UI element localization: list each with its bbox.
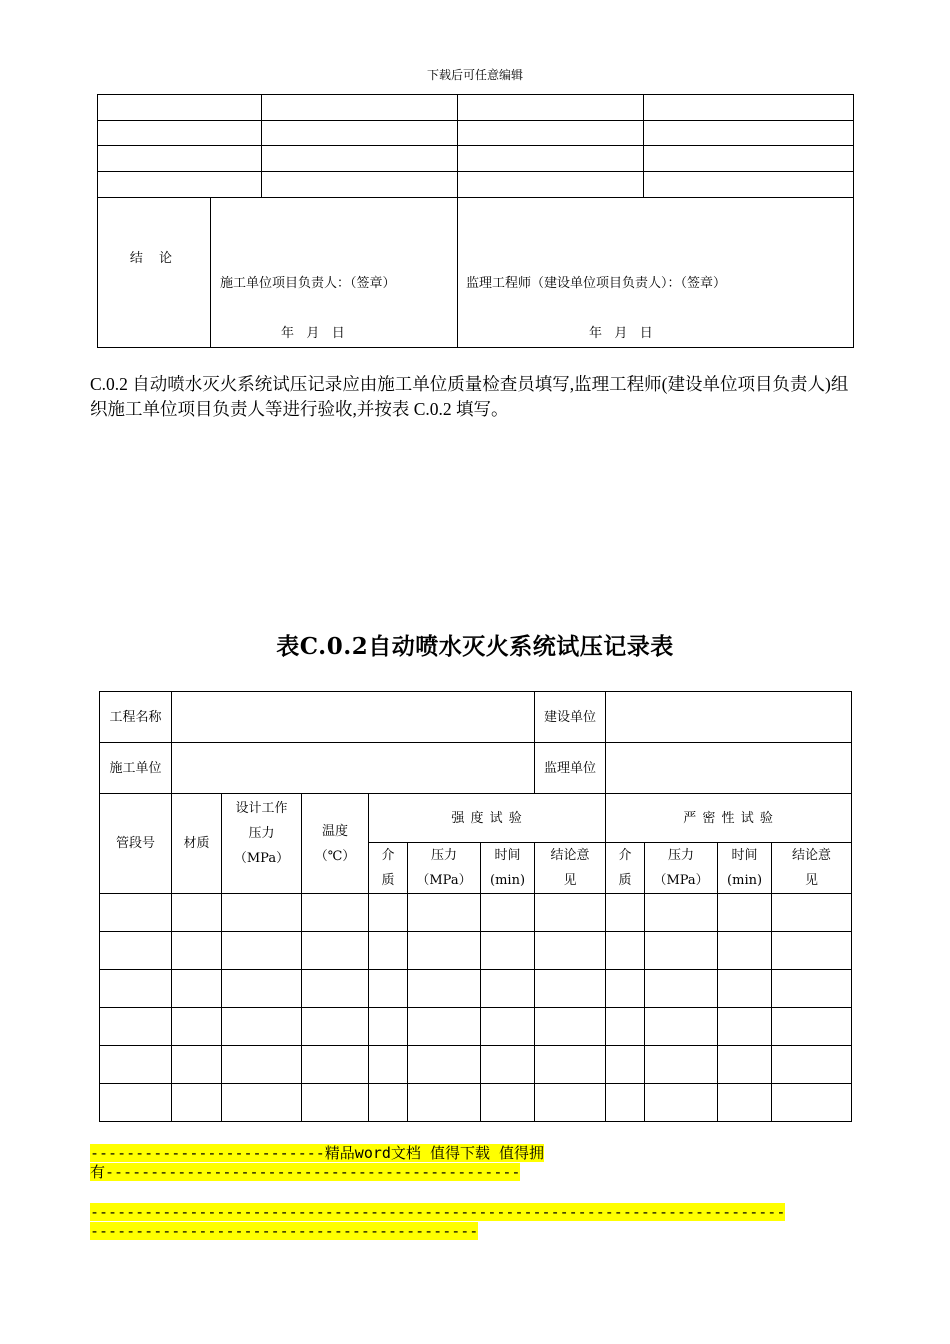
table-cell xyxy=(98,146,262,172)
conclusion-header: 结论意见 xyxy=(772,843,852,894)
medium-header: 介质 xyxy=(369,843,408,894)
table-row xyxy=(100,692,852,743)
table-cell xyxy=(645,1046,718,1084)
page-header: 下载后可任意编辑 xyxy=(426,68,523,82)
table-cell xyxy=(718,1008,772,1046)
table-cell xyxy=(718,1046,772,1084)
table-cell xyxy=(369,1008,408,1046)
construction-sign-label: 施工单位项目负责人：（签章） xyxy=(220,276,396,291)
footer-line: ------------------------------------------- xyxy=(90,1222,479,1240)
table-cell xyxy=(302,1084,369,1122)
table-cell xyxy=(408,932,481,970)
instruction-paragraph: C.0.2 自动喷水灭火系统试压记录应由施工单位质量检查员填写,监理工程师(建设单位项目负责人)组织施工单位项目负责人等进行验收,并按表 C.0.2 填写。 xyxy=(90,374,849,419)
table-cell xyxy=(408,1046,481,1084)
table-cell xyxy=(408,1084,481,1122)
table-cell xyxy=(606,970,645,1008)
table-cell xyxy=(645,894,718,932)
supervision-sign-cell xyxy=(458,198,854,348)
footer-rule xyxy=(90,1203,870,1241)
table-cell xyxy=(772,1084,852,1122)
build-unit-label: 建设单位 xyxy=(535,692,606,743)
table-cell xyxy=(100,932,172,970)
pressure-test-table xyxy=(99,691,852,1122)
design-pressure-header: 设计工作压力（MPa） xyxy=(222,794,302,894)
table-cell xyxy=(222,1046,302,1084)
table-cell xyxy=(481,894,535,932)
pressure-header: 压力（MPa） xyxy=(408,843,481,894)
table-cell xyxy=(718,932,772,970)
table-row xyxy=(98,172,854,198)
table-cell xyxy=(535,1084,606,1122)
table-title: 表C.0.2自动喷水灭火系统试压记录表 xyxy=(276,633,674,660)
table-cell xyxy=(606,1008,645,1046)
table-cell xyxy=(644,172,854,198)
table-cell xyxy=(262,172,458,198)
temperature-header: 温度（℃） xyxy=(302,794,369,894)
table-cell xyxy=(535,970,606,1008)
table-cell xyxy=(100,1046,172,1084)
table-cell xyxy=(302,1046,369,1084)
tightness-test-header: 严 密 性 试 验 xyxy=(606,794,852,843)
table-cell xyxy=(222,894,302,932)
footer-line: ----------------------------------------------------------------------------- xyxy=(90,1203,786,1221)
table-row xyxy=(100,894,852,932)
build-unit-value xyxy=(606,692,852,743)
table-cell xyxy=(645,932,718,970)
table-cell xyxy=(718,894,772,932)
table-cell xyxy=(100,1084,172,1122)
table-cell xyxy=(222,970,302,1008)
table-cell xyxy=(645,970,718,1008)
table-cell xyxy=(172,970,222,1008)
table-cell xyxy=(481,1084,535,1122)
table-row xyxy=(100,1008,852,1046)
material-header: 材质 xyxy=(172,794,222,894)
table-cell xyxy=(222,1084,302,1122)
table-row xyxy=(100,932,852,970)
date-label: 年 月 日 xyxy=(589,326,653,341)
conclusion-row xyxy=(98,198,854,348)
table-cell xyxy=(535,932,606,970)
table-cell xyxy=(481,1046,535,1084)
table-cell xyxy=(458,95,644,121)
table-cell xyxy=(645,1008,718,1046)
table-cell xyxy=(302,894,369,932)
table-row xyxy=(98,146,854,172)
table-cell xyxy=(718,1084,772,1122)
project-name-label: 工程名称 xyxy=(100,692,172,743)
table-cell xyxy=(606,1084,645,1122)
table-cell xyxy=(772,1008,852,1046)
table-row xyxy=(98,95,854,121)
table-row xyxy=(100,970,852,1008)
table-cell xyxy=(606,932,645,970)
construction-sign-cell xyxy=(211,198,458,348)
table-cell xyxy=(772,894,852,932)
table-cell xyxy=(481,970,535,1008)
table-row xyxy=(100,743,852,794)
table-cell xyxy=(98,172,262,198)
table-cell xyxy=(481,932,535,970)
table-cell xyxy=(172,1084,222,1122)
table-cell xyxy=(644,146,854,172)
table-cell xyxy=(772,1046,852,1084)
table-cell xyxy=(172,932,222,970)
conclusion-header: 结论意见 xyxy=(535,843,606,894)
table-cell xyxy=(458,121,644,146)
supervision-sign-label: 监理工程师（建设单位项目负责人）：（签章） xyxy=(466,276,727,291)
table-cell xyxy=(369,932,408,970)
table-cell xyxy=(369,894,408,932)
table-cell xyxy=(222,1008,302,1046)
table-cell xyxy=(408,894,481,932)
table-cell xyxy=(458,146,644,172)
table-cell xyxy=(172,894,222,932)
pressure-header: 压力（MPa） xyxy=(645,843,718,894)
table-cell xyxy=(644,95,854,121)
table-cell xyxy=(222,932,302,970)
table-cell xyxy=(535,894,606,932)
supervision-unit-label: 监理单位 xyxy=(535,743,606,794)
table-cell xyxy=(535,1046,606,1084)
footer-watermark xyxy=(90,1144,870,1182)
table-cell xyxy=(100,1008,172,1046)
table-cell xyxy=(481,1008,535,1046)
table-cell xyxy=(606,1046,645,1084)
medium-header: 介质 xyxy=(606,843,645,894)
table-cell xyxy=(172,1008,222,1046)
supervision-unit-value xyxy=(606,743,852,794)
table-cell xyxy=(772,970,852,1008)
table-cell xyxy=(718,970,772,1008)
table-row xyxy=(100,1084,852,1122)
conclusion-label: 结 论 xyxy=(98,198,211,348)
table-cell xyxy=(262,146,458,172)
table-cell xyxy=(172,1046,222,1084)
pipe-no-header: 管段号 xyxy=(100,794,172,894)
table-cell xyxy=(458,172,644,198)
time-header: 时间(min) xyxy=(481,843,535,894)
table-cell xyxy=(369,1046,408,1084)
table-cell xyxy=(100,970,172,1008)
date-label: 年 月 日 xyxy=(281,326,345,341)
project-name-value xyxy=(172,692,535,743)
footer-line: --------------------------精品word文档 值得下载 值得拥 xyxy=(90,1144,544,1162)
table-cell xyxy=(262,95,458,121)
table-cell xyxy=(369,970,408,1008)
signature-table xyxy=(97,94,854,348)
table-cell xyxy=(606,894,645,932)
table-cell xyxy=(302,932,369,970)
table-cell xyxy=(772,932,852,970)
table-cell xyxy=(408,1008,481,1046)
table-cell xyxy=(98,95,262,121)
table-cell xyxy=(262,121,458,146)
table-header-row xyxy=(100,794,852,843)
table-cell xyxy=(644,121,854,146)
strength-test-header: 强 度 试 验 xyxy=(369,794,606,843)
table-cell xyxy=(369,1084,408,1122)
construction-unit-label: 施工单位 xyxy=(100,743,172,794)
table-cell xyxy=(100,894,172,932)
table-cell xyxy=(302,970,369,1008)
table-cell xyxy=(645,1084,718,1122)
table-cell xyxy=(98,121,262,146)
time-header: 时间(min) xyxy=(718,843,772,894)
table-row xyxy=(98,121,854,146)
table-cell xyxy=(535,1008,606,1046)
table-cell xyxy=(302,1008,369,1046)
table-row xyxy=(100,1046,852,1084)
footer-line: 有---------------------------------------------- xyxy=(90,1163,521,1181)
construction-unit-value xyxy=(172,743,535,794)
table-cell xyxy=(408,970,481,1008)
